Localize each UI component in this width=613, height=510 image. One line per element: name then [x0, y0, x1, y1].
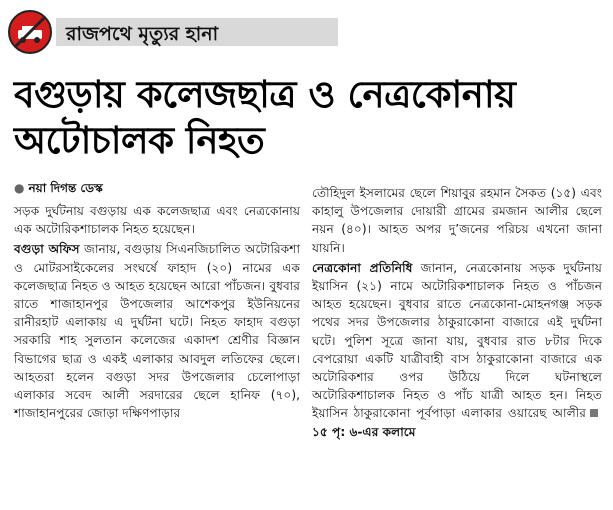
netrokona-body: জানান, নেত্রকোনায় সড়ক দুর্ঘটনায় ইয়াসিন (২১) নামে অটোরিকশাচালক নিহত ও পাঁচজন আহত হয়েছেন। বুধবার রাতে নেত্রকোনা-মোহনগঞ্জ সড়ক পথের সদর উপজেলার ঠাকুরাকোনা বাজারে এই দুর্ঘটনা ঘটে। পুলিশ সূত্রে জানা যায়, বুধবার রাত ৮টার দিকে বেপরোয়া একটি যাত্রীবাহী বাস ঠাকুরাকোনা বাজারে এক অটোরিকশার ওপর উঠিয়ে দিলে ঘটনাস্থলে অটোরিকশাচালক নিহত ও পাঁচ যাত্রী আহত হন। নিহত ইয়াসিন ঠাকুরাকোনা পূর্বপাড়া এলাকার ওয়ারেছ আলীর	[312, 260, 602, 421]
byline	[14, 180, 103, 200]
article-headline	[14, 72, 604, 164]
bullet-icon: ●	[14, 181, 25, 195]
headline-line-2: অটোচালক নিহত	[14, 119, 265, 162]
bogura-paragraph	[14, 240, 300, 422]
dateline-bogura: বগুড়া অফিস	[14, 242, 80, 257]
continued-paragraph: তৌহিদুল ইসলামের ছেলে শিয়াবুর রহমান সৈকত (১৫) এবং কাহালু উপজেলার দোয়ারী গ্রামের রমজান আলীর ছেলে নয়ন (৪০)। আহত অপর দু’জনের পরিচয় এখনো জানা যায়নি।	[312, 186, 602, 255]
jump-line: ১৫ পৃ: ৬-এর কলামে	[312, 424, 416, 439]
bogura-body: জানায়, বগুড়ায় সিএনজিচালিত অটোরিকশা ও মোটরসাইকেলের সংঘর্ষে ফাহাদ (২০) নামের এক কলেজছাত্র নিহত ও আহত হয়েছেন আরো পাঁচজন। বুধবার রাতে শাজাহানপুর উপজেলার আশেকপুর ইউনিয়নের রানীরহাট এলাকায় এ দুর্ঘটনা ঘটে। নিহত ফাহাদ বগুড়া সরকারি শাহ সুলতান কলেজের একাদশ শ্রেণীর বিজ্ঞান বিভাগের ছাত্র ও একই এলাকার আবদুল লতিফের ছেলে। আহতরা হলেন বগুড়া সদর উপজেলার চেলোপাড়া এলাকার সবেদ আলী সরদারের ছেলে হানিফ (৭০), শাজাহানপুরের জোড়া দক্ষিণপাড়ার	[14, 242, 300, 421]
headline-line-1: বগুড়ায় কলেজছাত্র ও নেত্রকোনায়	[14, 73, 516, 116]
road-accident-logo-icon	[8, 10, 52, 54]
jump-square-icon	[590, 409, 598, 417]
article-column-left	[14, 202, 300, 422]
lead-paragraph: সড়ক দুর্ঘটনায় বগুড়ায় এক কলেজছাত্র এবং নেত্রকোনায় এক অটোরিকশাচালক নিহত হয়েছেন।	[14, 204, 300, 237]
section-title: রাজপথে মৃত্যুর হানা	[66, 23, 219, 45]
byline-text: নয়া দিগন্ত ডেস্ক	[28, 181, 103, 195]
article-column-right	[312, 184, 602, 441]
netrokona-paragraph	[312, 259, 602, 441]
section-kicker	[8, 8, 605, 50]
dateline-netrokona: নেত্রকোনা প্রতিনিধি	[312, 260, 413, 275]
